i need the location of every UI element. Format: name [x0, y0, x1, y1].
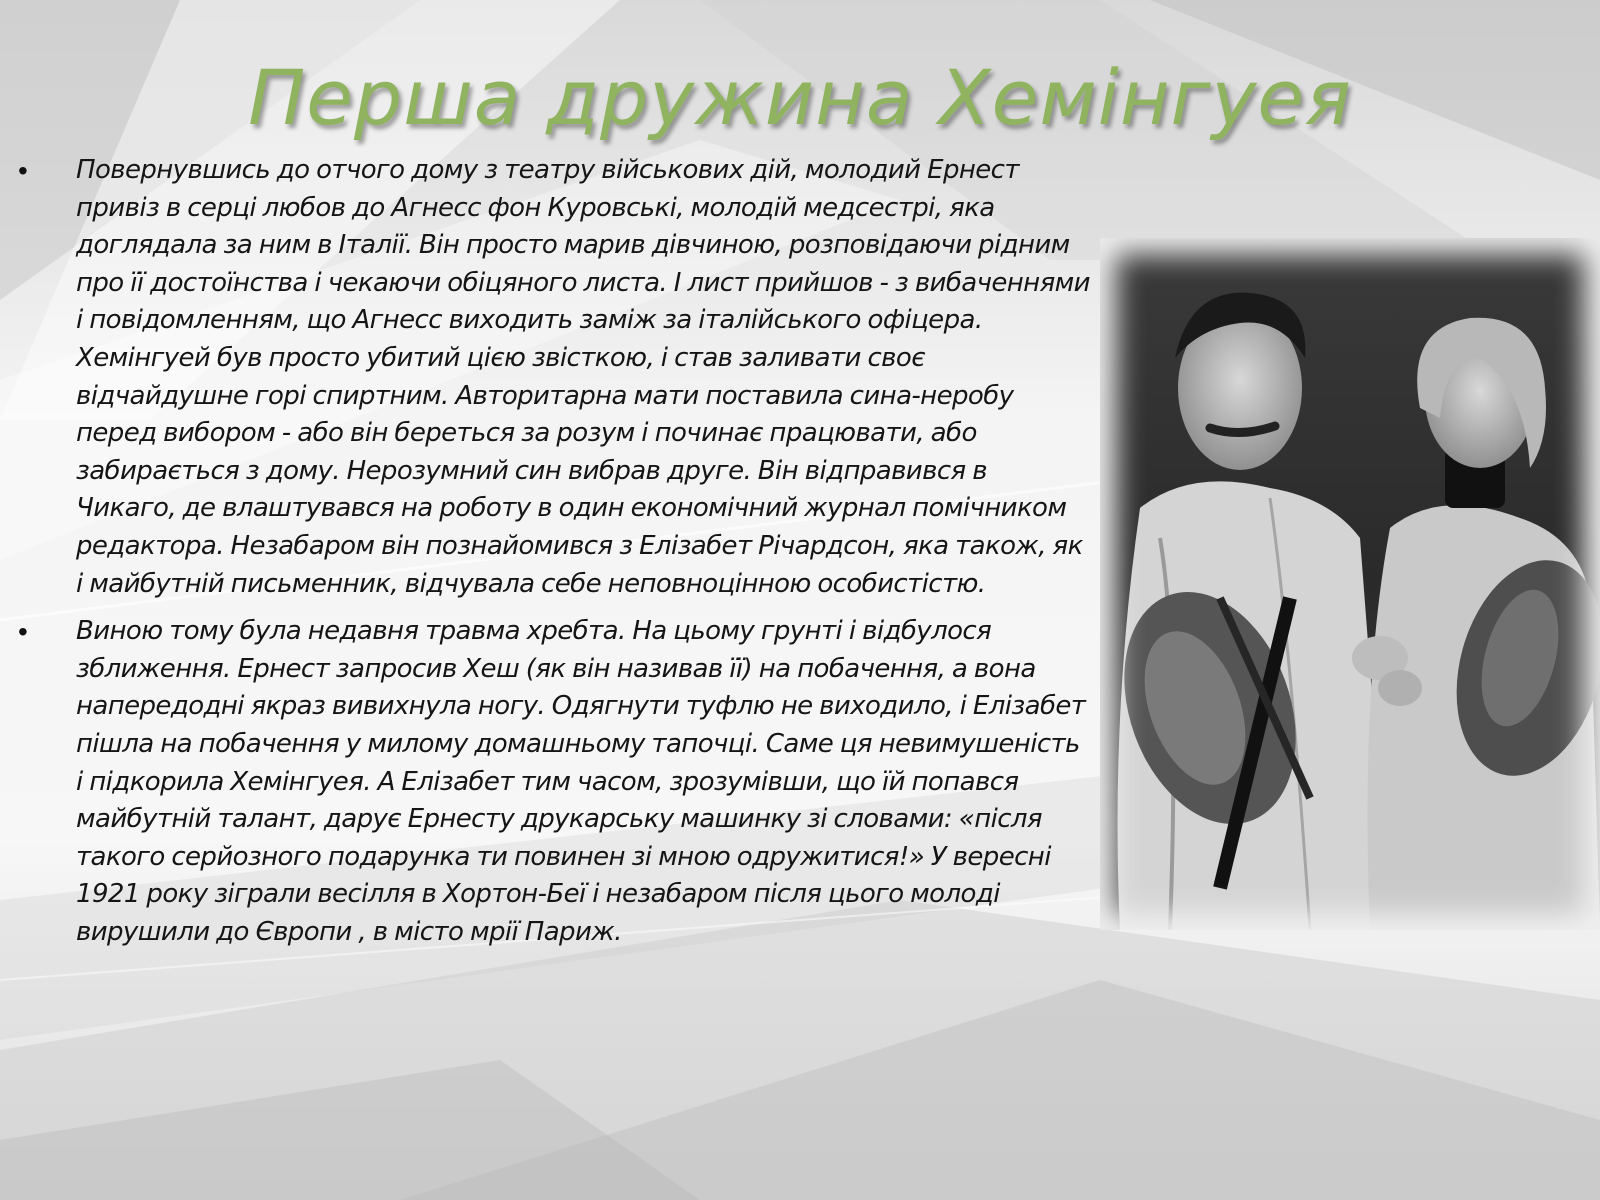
slide-title: Перша дружина Хемінгуея: [248, 53, 1352, 142]
bullet-list: [0, 152, 1090, 961]
bullet-text: Повернувшись до отчого дому з театру військових дій, молодий Ернест привіз в серці любов до Агнесс фон Куровські, молодій медсестрі, яка доглядала за ним в Італії. Він просто марив дівчиною, розповідаючи рідним про її достоїнства і чекаючи обіцяного листа. І лист прийшов - з вибаченнями і повідомленням, що Агнесс виходить заміж за італійського офіцера. Хемінгуей був просто убитий цією звісткою, і став заливати своє відчайдушне горі спиртним. Авторитарна мати поставила сина-неробу перед вибором - або він береться за розум і починає працювати, або забирається з дому. Нерозумний син вибрав друге. Він відправився в Чикаго, де влаштувався на роботу в один економічний журнал помічником редактора. Незабаром він познайомився з Елізабет Річардсон, яка також, як і майбутній письменник, відчувала себе неповноцінною особистістю.: [76, 155, 1090, 599]
bullet-marker: •: [18, 616, 28, 648]
bullet-marker: •: [18, 155, 28, 186]
bullet-item: [0, 152, 1090, 603]
bullet-text: Виною тому була недавня травма хребта. На цьому грунті і відбулося зближення. Ернест запросив Хеш (як він називав її) на побачення, а вона напередодні якраз вивихнула ногу. Одягнути туфлю не виходило, і Елізабет пішла на побачення у милому домашньому тапочці. Саме ця невимушеність і підкорила Хемінгуея. А Елізабет тим часом, зрозумівши, що їй попався майбутній талант, дарує Ернесту друкарську машинку зі словами: «після такого серйозного подарунка ти повинен зі мною одружитися!» У вересні 1921 року зіграли весілля в Хортон-Беї і незабаром після цього молоді вирушили до Європи , в місто мрії Париж.: [76, 616, 1086, 947]
couple-photo: [1100, 238, 1600, 930]
bullet-item: [0, 613, 1090, 951]
